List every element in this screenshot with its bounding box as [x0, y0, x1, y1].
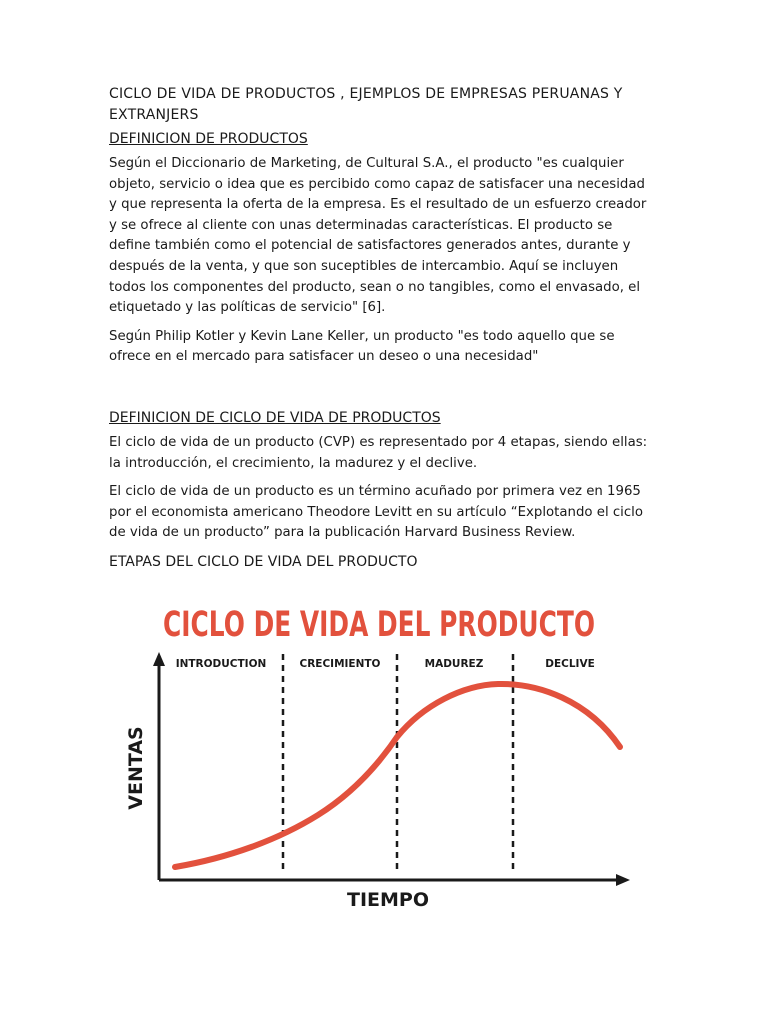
section-heading-etapas: ETAPAS DEL CICLO DE VIDA DEL PRODUCTO: [109, 553, 418, 570]
product-life-cycle-chart: [118, 590, 638, 920]
stage-label-madurez: MADUREZ: [424, 658, 484, 670]
paragraph-diccionario: Según el Diccionario de Marketing, de Cultural S.A., el producto "es cualquier objeto, servicio o idea que es percibido como capaz de satisfacer una necesidad y que representa la oferta de la empresa. Es el resultado de un esfuerzo creador y se ofrece al cliente con unas determinadas características. El producto se define también como el potencial de satisfactores generados antes, durante y después de la venta, y que son suceptibles de intercambio. Aquí se incluyen todos los componentes del producto, sean o no tangibles, como el envasado, el etiquetado y las políticas de servicio" [6].: [109, 156, 647, 316]
document-title: CICLO DE VIDA DE PRODUCTOS , EJEMPLOS DE EMPRESAS PERUANAS Y EXTRANJERS: [109, 86, 623, 123]
document-page: [109, 84, 657, 573]
chart-svg: [118, 590, 638, 920]
paragraph-cvp: El ciclo de vida de un producto (CVP) es representado por 4 etapas, siendo ellas: la introducción, el crecimiento, la madurez y el declive.: [109, 434, 648, 471]
x-axis-label: TIEMPO: [347, 889, 429, 911]
y-axis-label: VENTAS: [125, 726, 147, 810]
paragraph-levitt: El ciclo de vida de un producto es un término acuñado por primera vez en 1965 por el economista americano Theodore Levitt en su artículo “Explotando el ciclo de vida de un producto” para la publicación Harvard Business Review.: [109, 484, 644, 541]
chart-title: CICLO DE VIDA DEL PRODUCTO: [163, 605, 595, 645]
stage-label-introduction: INTRODUCTION: [175, 658, 267, 670]
paragraph-kotler: Según Philip Kotler y Kevin Lane Keller, un producto "es todo aquello que se ofrece en el mercado para satisfacer un deseo o una necesidad": [109, 328, 615, 365]
spacer: [109, 376, 657, 408]
stage-label-declive: DECLIVE: [545, 658, 595, 670]
x-axis-arrow-icon: [616, 874, 630, 886]
section-heading-definicion-ciclo: DEFINICION DE CICLO DE VIDA DE PRODUCTOS: [109, 409, 441, 426]
y-axis-arrow-icon: [153, 652, 165, 666]
section-heading-definicion-productos: DEFINICION DE PRODUCTOS: [109, 131, 308, 147]
stage-label-crecimiento: CRECIMIENTO: [299, 658, 381, 670]
